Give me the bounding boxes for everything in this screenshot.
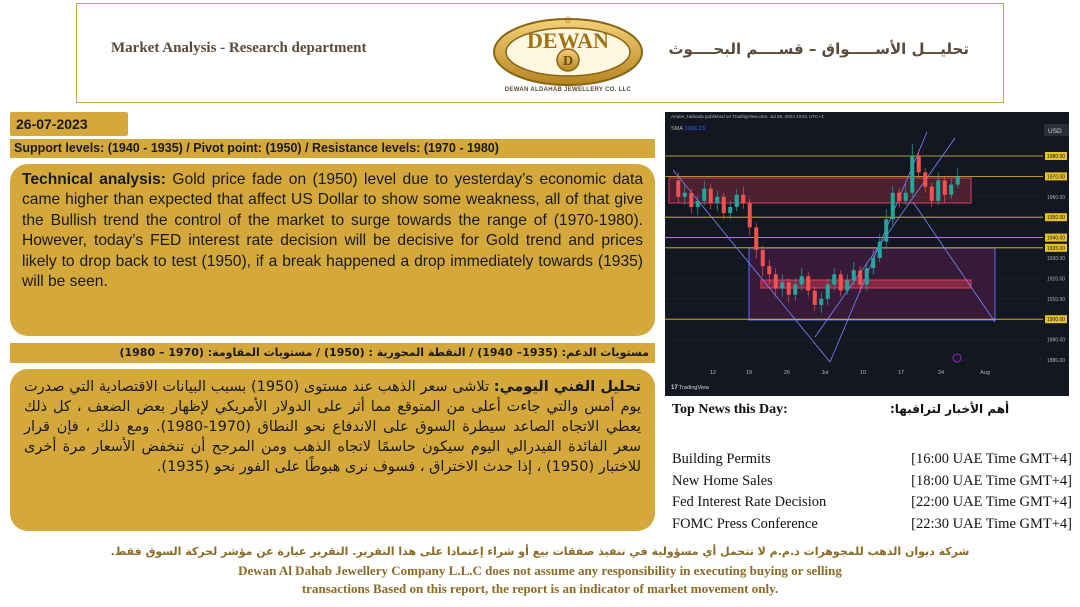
news-event: FOMC Press Conference — [672, 515, 818, 532]
news-item — [672, 449, 1072, 471]
news-time: [16:00 UAE Time GMT+4] — [911, 451, 1072, 467]
candle-body — [871, 258, 875, 268]
price-label: 1935.00 — [1047, 245, 1066, 252]
report-date: 26-07-2023 — [10, 112, 128, 136]
ta-ar-label: تحليل الفني اليومي: — [493, 379, 641, 395]
candle-body — [806, 276, 810, 290]
price-label: 1940.00 — [1047, 235, 1066, 242]
svg-text:®: ® — [564, 15, 572, 25]
price-label: 1960.00 — [1047, 194, 1066, 201]
news-event: Building Permits — [672, 451, 771, 467]
date-label: Aug — [980, 370, 990, 376]
date-label: 19 — [745, 370, 753, 376]
price-label: 1970.00 — [1047, 174, 1066, 181]
candle-body — [793, 285, 797, 295]
candle-body — [728, 207, 732, 213]
candle-body — [709, 189, 713, 203]
news-event: Fed Interest Rate Decision — [672, 494, 827, 510]
dewan-logo — [478, 8, 658, 100]
news-time: [22:30 UAE Time GMT+4] — [911, 515, 1072, 532]
candle-body — [832, 274, 836, 284]
candle-body — [754, 227, 758, 249]
price-label: 1900.00 — [1047, 317, 1066, 324]
publisher-line: Amine_Haboula published on TradingView.com, Jul 26, 2023 10:51 UTC+4 — [671, 114, 824, 119]
candle-body — [845, 280, 849, 290]
price-label: 1920.00 — [1047, 276, 1066, 283]
technical-analysis-ar — [10, 369, 655, 531]
candle-body — [865, 268, 869, 284]
price-label: 1910.00 — [1047, 296, 1066, 303]
candle-body — [839, 274, 843, 290]
date-label: 12 — [709, 370, 717, 376]
price-label: 1950.00 — [1047, 215, 1066, 222]
disclaimer-en-line2: transactions Based on this report, the report is an indicator of market movement only. — [301, 581, 779, 596]
levels-en: Support levels: (1940 - 1935) / Pivot point: (1950) / Resistance levels: (1970 - 1980) — [10, 139, 655, 158]
ta-en-text: Gold price fade on (1950) level due to yesterday’s economic data came higher than expected that affect US Dollar to show some weakness, all of that give the Bullish trend the control of the market to surge towards the range of (1970-1980). However, today’s FED interest rate decision will be decisive for Gold trend and prices likely to drop back to test (1950), if a break happened a drop immediately towards (1935) will be seen. — [22, 171, 643, 291]
candle-body — [904, 193, 908, 201]
price-label: 1890.00 — [1047, 337, 1066, 344]
tradingview-logo-icon: 17 — [671, 385, 678, 391]
candle-body — [878, 242, 882, 258]
candle-body — [767, 266, 771, 274]
disclaimer-en-line1: Dewan Al Dahab Jewellery Company L.L.C does not assume any responsibility in executing buying or selling — [238, 563, 842, 578]
candle-body — [917, 156, 921, 172]
candle-body — [936, 180, 940, 200]
levels-ar: مستويات الدعم: (1935– 1940) / النقطة المحورية : (1950) / مستويات المقاومة: (1970 – 1980) — [10, 343, 655, 363]
date-label: 10 — [859, 370, 867, 376]
candle-body — [780, 282, 784, 288]
technical-analysis-en — [10, 164, 655, 336]
indicator-name: SMA — [671, 126, 683, 132]
brand-label: TradingView — [679, 385, 710, 391]
ta-en-label: Technical analysis: — [22, 171, 166, 188]
candle-body — [884, 219, 888, 241]
candle-body — [852, 270, 856, 280]
candle-body — [891, 193, 895, 220]
logo-company-name: DEWAN ALDAHAB JEWELLERY CO. LLC — [504, 87, 632, 93]
currency-label: USD — [1048, 128, 1062, 135]
indicator-value: 1966.23 — [685, 126, 705, 132]
price-chart — [665, 112, 1069, 396]
svg-text:D: D — [562, 54, 574, 69]
candle-body — [930, 187, 934, 201]
candle-body — [722, 197, 726, 213]
candle-body — [910, 156, 914, 193]
price-label: 1930.00 — [1047, 256, 1066, 262]
header-title-en: Market Analysis - Research department — [111, 40, 367, 56]
report-header — [76, 3, 1004, 103]
candle-body — [826, 285, 830, 299]
news-time: [18:00 UAE Time GMT+4] — [911, 472, 1072, 489]
candle-body — [696, 201, 700, 207]
candle-body — [949, 185, 953, 195]
news-event: New Home Sales — [672, 472, 773, 489]
candle-body — [683, 193, 687, 197]
price-label: 1880.00 — [1047, 358, 1066, 364]
price-label: 1980.00 — [1047, 154, 1066, 160]
disclaimer-ar: شركة ديوان الذهب للمجوهرات ذ.م.م لا تتحمل أي مسؤولية في تنفيذ صفقات بيع أو شراء إعتمادا على هذا التقرير. التقرير عبارة عن مؤشر لحركة السوق فقط. — [110, 545, 970, 558]
ta-ar-text: تلاشى سعر الذهب عند مستوى (1950) بسبب البيانات الاقتصادية التي صدرت يوم أمس والتي جاءت أعلى من المتوقع مما أثر على الدولار الأمريكي لإظهار بعض الضعف ، كل ذلك يعطي الاتجاه الصاعد سيطرة السوق على الاندفاع نحو النطاق (1970-1980). ومع ذلك ، فإن قرار سعر الفائدة الفيدرالي اليوم سيكون حاسمًا لاتجاه الذهب ومن المرجح أن تنخفض الأسعار مرة أخرى للاختبار (1950) ، إذا حدث الاختراق ، فسوف نرى هبوطًا على الفور نحو (1935). — [24, 379, 641, 475]
candle-body — [943, 180, 947, 194]
date-label: 26 — [783, 370, 791, 376]
news-item — [672, 514, 1072, 536]
candle-body — [956, 176, 960, 184]
candle-body — [702, 189, 706, 201]
candle-body — [858, 270, 862, 284]
news-list — [672, 449, 1072, 535]
chart-svg — [665, 112, 1069, 396]
candle-body — [748, 203, 752, 227]
news-heading-en: Top News this Day: — [672, 402, 788, 417]
candle-body — [741, 195, 745, 203]
candle-body — [813, 291, 817, 305]
candle-body — [800, 276, 804, 284]
candle-body — [715, 197, 719, 203]
news-item — [672, 492, 1072, 514]
candle-body — [761, 250, 765, 266]
candle-body — [923, 172, 927, 186]
news-time: [22:00 UAE Time GMT+4] — [911, 494, 1072, 510]
event-marker-icon — [953, 354, 961, 362]
candle-body — [897, 193, 901, 201]
header-title-ar: تحليـــل الأســـــواق – قســــم البحــــوث — [668, 40, 969, 58]
news-item — [672, 471, 1072, 493]
candle-body — [819, 299, 823, 305]
date-label: 24 — [937, 370, 945, 376]
candle-body — [676, 180, 680, 196]
candle-body — [689, 193, 693, 207]
news-heading-ar: أهم الأخبار لتراقبها: — [890, 402, 1010, 416]
candle-body — [735, 195, 739, 207]
candle-body — [787, 282, 791, 294]
date-label: 17 — [897, 370, 905, 376]
svg-text:DEWAN: DEWAN — [527, 28, 609, 53]
candle-body — [774, 274, 778, 288]
date-label: Jul — [821, 370, 829, 376]
